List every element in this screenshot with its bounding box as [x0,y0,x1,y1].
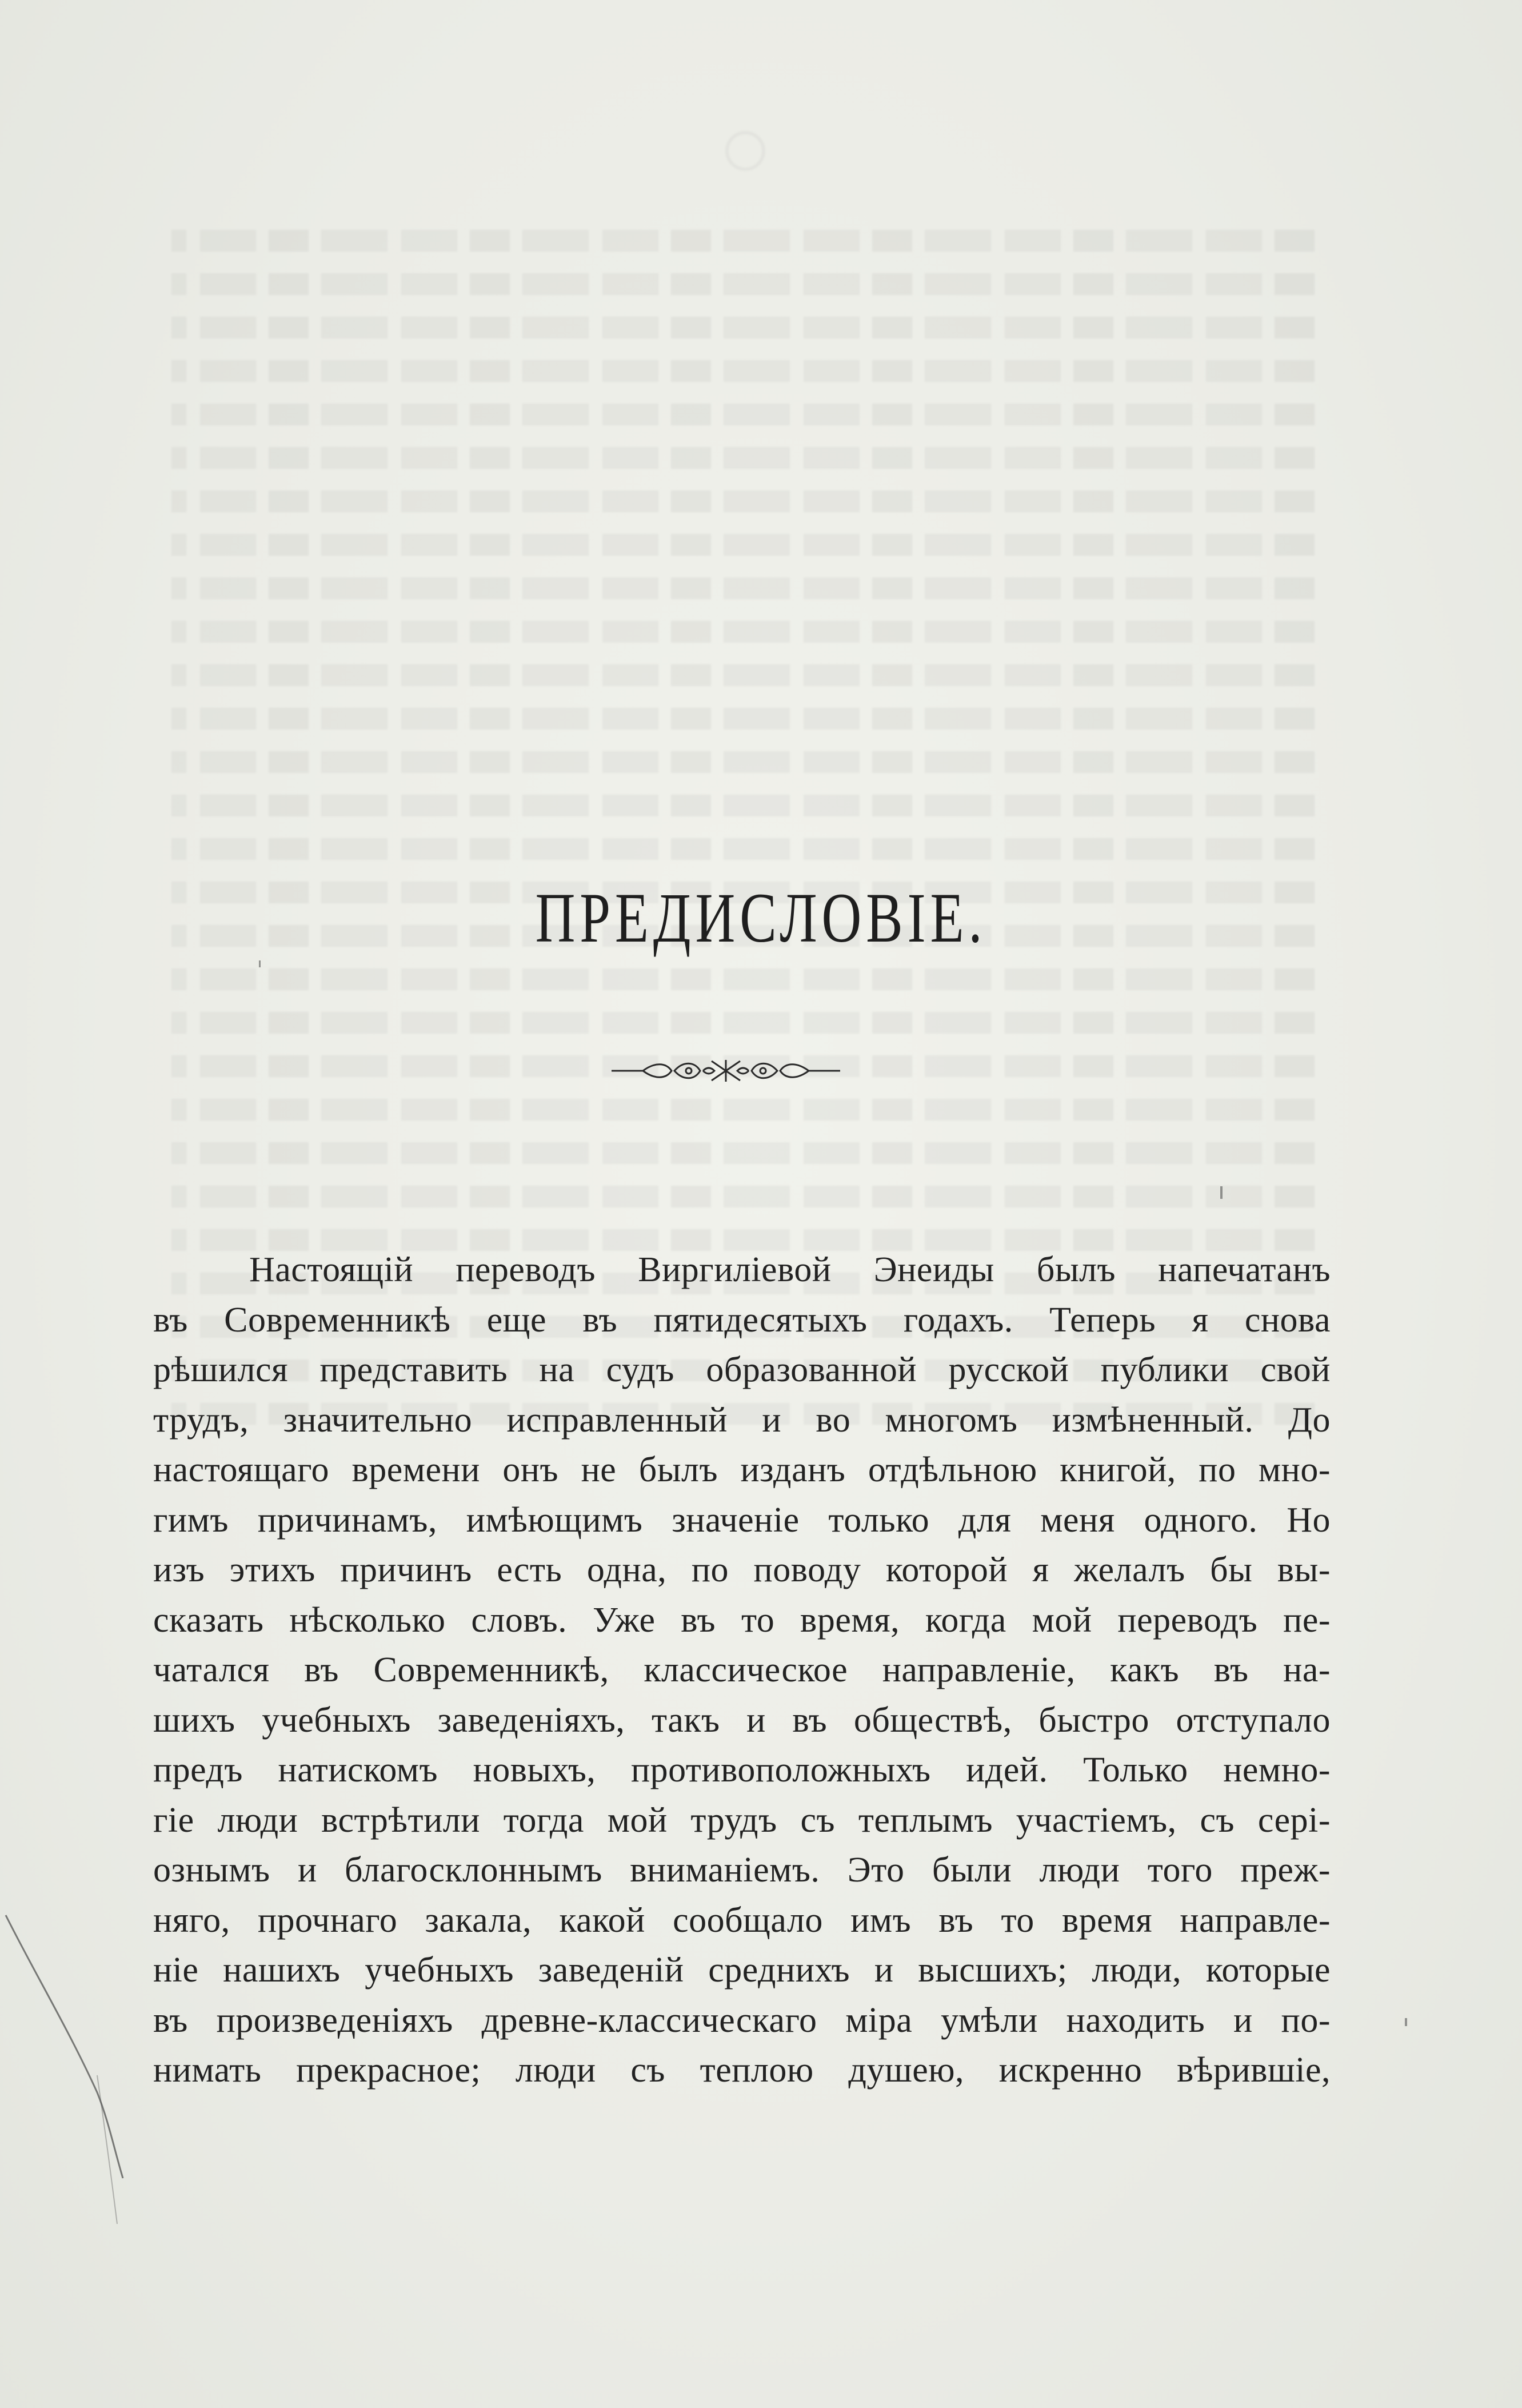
paper-speck [259,960,261,967]
text-line: гимъ причинамъ, имѣющимъ значеніе только для меня одного. Но [153,1500,1331,1540]
text-line: въ произведеніяхъ древне-классическаго міра умѣли находить и по- [153,2000,1331,2040]
ornament-divider-icon [609,1057,843,1085]
text-line: въ Современникѣ еще въ пятидесятыхъ годахъ. Теперь я снова [153,1300,1331,1339]
text-line: Настоящій переводъ Виргиліевой Энеиды былъ напечатанъ [249,1250,1331,1289]
paper-speck [1220,1186,1223,1199]
text-line: няго, прочнаго закала, какой сообщало имъ въ то время направле- [153,1900,1331,1940]
text-line: ніе нашихъ учебныхъ заведеній среднихъ и высшихъ; люди, которые [153,1951,1331,1990]
paper-speck [1405,2018,1407,2026]
preface-paragraph [153,1245,1331,2096]
text-line: изъ этихъ причинъ есть одна, по поводу которой я желалъ бы вы- [153,1550,1331,1589]
text-line: шихъ учебныхъ заведеніяхъ, такъ и въ обществѣ, быстро отступало [153,1700,1331,1740]
text-line: сказать нѣсколько словъ. Уже въ то время, когда мой переводъ пе- [153,1600,1331,1640]
page-title: ПРЕДИСЛОВІЕ. [535,879,987,957]
text-line: предъ натискомъ новыхъ, противоположныхъ идей. Только немно- [153,1751,1331,1789]
show-through-page-number [726,131,765,170]
text-line: трудъ, значительно исправленный и во многомъ измѣненный. До [153,1400,1331,1440]
paper-scratch-mark [0,1904,149,2247]
text-line: нимать прекрасное; люди съ теплою душею, искренно вѣрившіе, [153,2051,1331,2090]
text-line: настоящаго времени онъ не былъ изданъ отдѣльною книгой, по мно- [153,1450,1331,1489]
text-line: ознымъ и благосклоннымъ вниманіемъ. Это были люди того преж- [153,1851,1331,1889]
text-line: рѣшился представить на судъ образованной русской публики свой [153,1350,1331,1389]
text-line: гіе люди встрѣтили тогда мой трудъ съ теплымъ участіемъ, съ серi- [153,1800,1331,1840]
text-line: чатался въ Современникѣ, классическое направленіе, какъ въ на- [153,1650,1331,1689]
